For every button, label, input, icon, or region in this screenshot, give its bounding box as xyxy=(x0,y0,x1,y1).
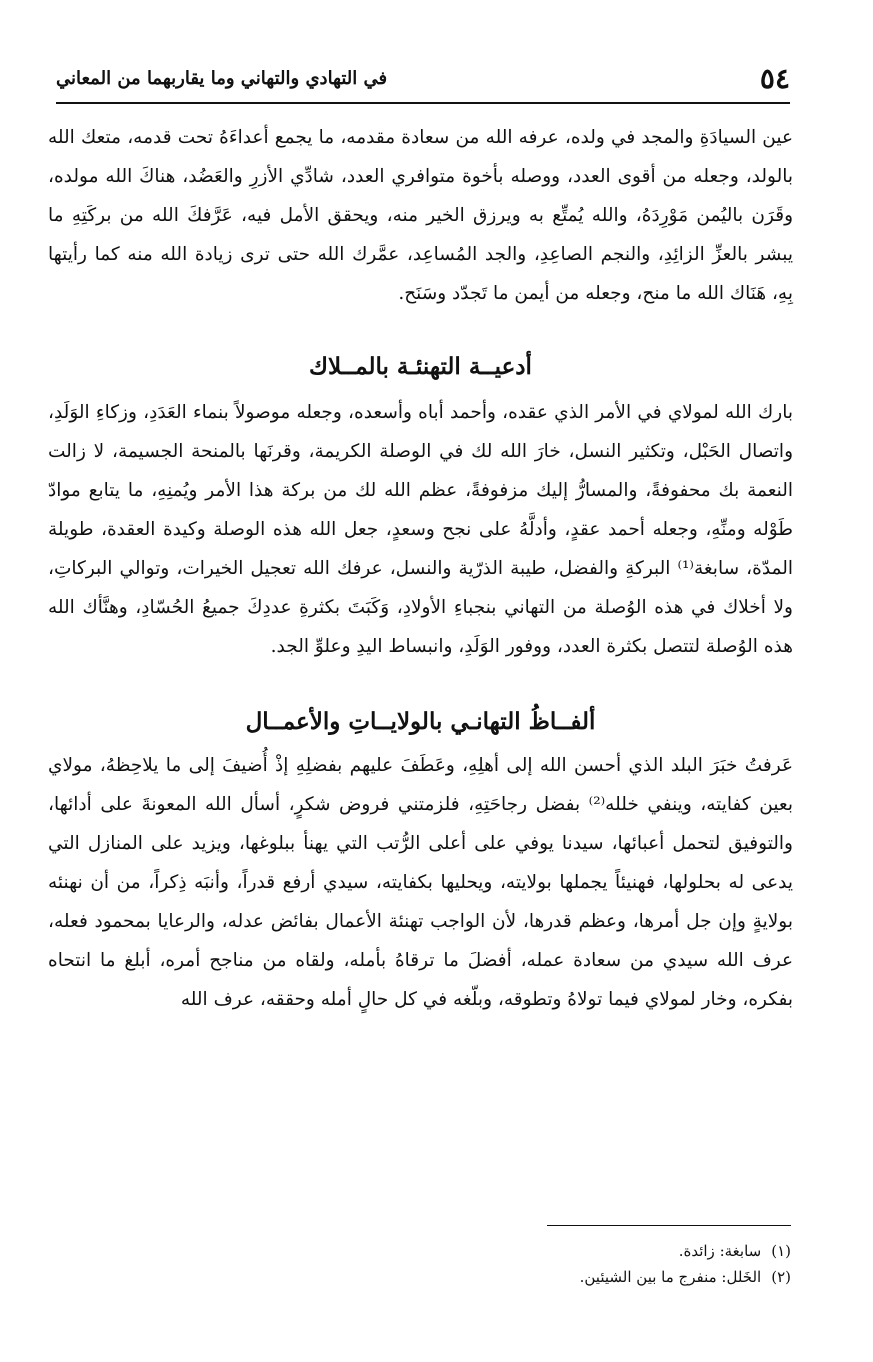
footnote-text: الخَلل: منفرج ما بين الشيئين. xyxy=(579,1268,762,1286)
marriage-paragraph: بارك الله لمولاي في الأمر الذي عقده، وأحمد أباه وأسعده، وجعله موصولاً بنماء العَدَدِ، وزكاءِ الوَلَدِ، واتصال الحَبْل، وتكثير النسل، خارَ الله لك في الوصلة الكريمة، وقرنَها بالمنحة الجسيمة، لا زالت النعمة بك محفوفةً، والمسارُّ إليك مزفوفةً، عظم الله لك من بركة هذا الأمر ويُمنِهِ، ما يتابع موادّ طَوْله ومنِّهِ، وجعله أحمد عقدٍ، وأدلَّهُ على نجح وسعدٍ، جعل الله هذه الوصلة وكيدة العقدة، طويلة المدّة، سابغة⁽¹⁾ البركةِ والفضل، طيبة الذرّية والنسل، عرفك الله تعجيل الخيرات، وتوالي البركاتِ، ولا أخلاك في هذه الوُصلة من التهاني بنجباءِ الأولادِ، وَكَبَتَ بكثرةِ عددِكَ جميعُ الحُسّادِ، وهنَّأك الله هذه الوُصلة لتتصل بكثرة العدد، ووفور الوَلَدِ، وانبساط اليدِ وعلوِّ الجد. xyxy=(48,402,793,657)
footnote-separator xyxy=(547,1225,791,1226)
appointments-paragraph: عَرفتُ خبَرَ البلد الذي أحسن الله إلى أهلِهِ، وعَطَفَ عليهم بفضلِهِ إذْ أُضيفَ إلى ما يلاحِظهُ، مولاي بعين كفايته، وينفي خلله⁽²⁾ بفضل رجاحَتِهِ، فلزمتني فروض شكرٍ، أسأل الله المعونةَ على أدائها، والتوفيق لتحمل أعبائها، سيدنا يوفي على أعلى الرُّتب التي يهنأ ببلوغها، ويزيد على المنازل التي يدعى له بحلولها، فهنيئاً يجملها بولايته، ويحليها بكفايته، سيدي أرفع قدراً، وأنبَه ذِكراً، من أن نهنئه بولايةٍ وإن جل أمرها، وعظم قدرها، لأن الواجب تهنئة الأعمال بفائض عدله، والرعايا بمحمود فعله، عرف الله سيدي من سعادة عمله، أفضلَ ما ترقاهُ بأمله، ولقاه من مناجح أمره، أبلغ ما انتحاه بفكره، وخار لمولاي فيما تولاهُ وتطوقه، وبلّغه في كل حالٍ أمله وحققه، عرف الله xyxy=(48,755,793,1010)
footnotes xyxy=(291,1238,791,1290)
running-title: في التهادي والتهاني وما يقاربهما من المعاني xyxy=(56,68,388,89)
footnote-text: سابغة: زائدة. xyxy=(678,1242,762,1260)
page-header xyxy=(56,58,790,104)
page-body xyxy=(48,118,793,1019)
footnote xyxy=(291,1238,791,1264)
section-heading-appointments: ألفــاظُ التهانـي بالولايــاتِ والأعمــال xyxy=(245,708,596,735)
opening-paragraph: عين السيادَةِ والمجد في ولده، عرفه الله من سعادة مقدمه، ما يجمع أعداءَهُ تحت قدمه، متعك الله بالولد، وجعله من أقوى العدد، ووصله بأخوة متوافري العدد، شادِّي الأزرِ والعَضُد، هناكَ الله مولده، وقَرَن باليُمن مَوْرِدَهُ، والله يُمتِّع به ويرزق الخير منه، ويحقق الأمل فيه، عَرَّفكَ الله من بركَتِهِ ما يبشر بالعزِّ الزائِدِ، والنجم الصاعِدِ، والجد المُساعِد، عمَّرك الله حتى ترى زيادة الله منه كما رأيتها بِهِ، هَنَاك الله ما منح، وجعله من أيمن ما تَجدّد وسَنَح. xyxy=(48,127,793,304)
footnote-number: (١) xyxy=(771,1242,791,1260)
footnote-number: (٢) xyxy=(771,1268,791,1286)
page-number: ٥٤ xyxy=(759,62,790,95)
footnote xyxy=(291,1264,791,1290)
section-heading-marriage: أدعيــة التهنئـة بالمــلاك xyxy=(309,353,532,380)
